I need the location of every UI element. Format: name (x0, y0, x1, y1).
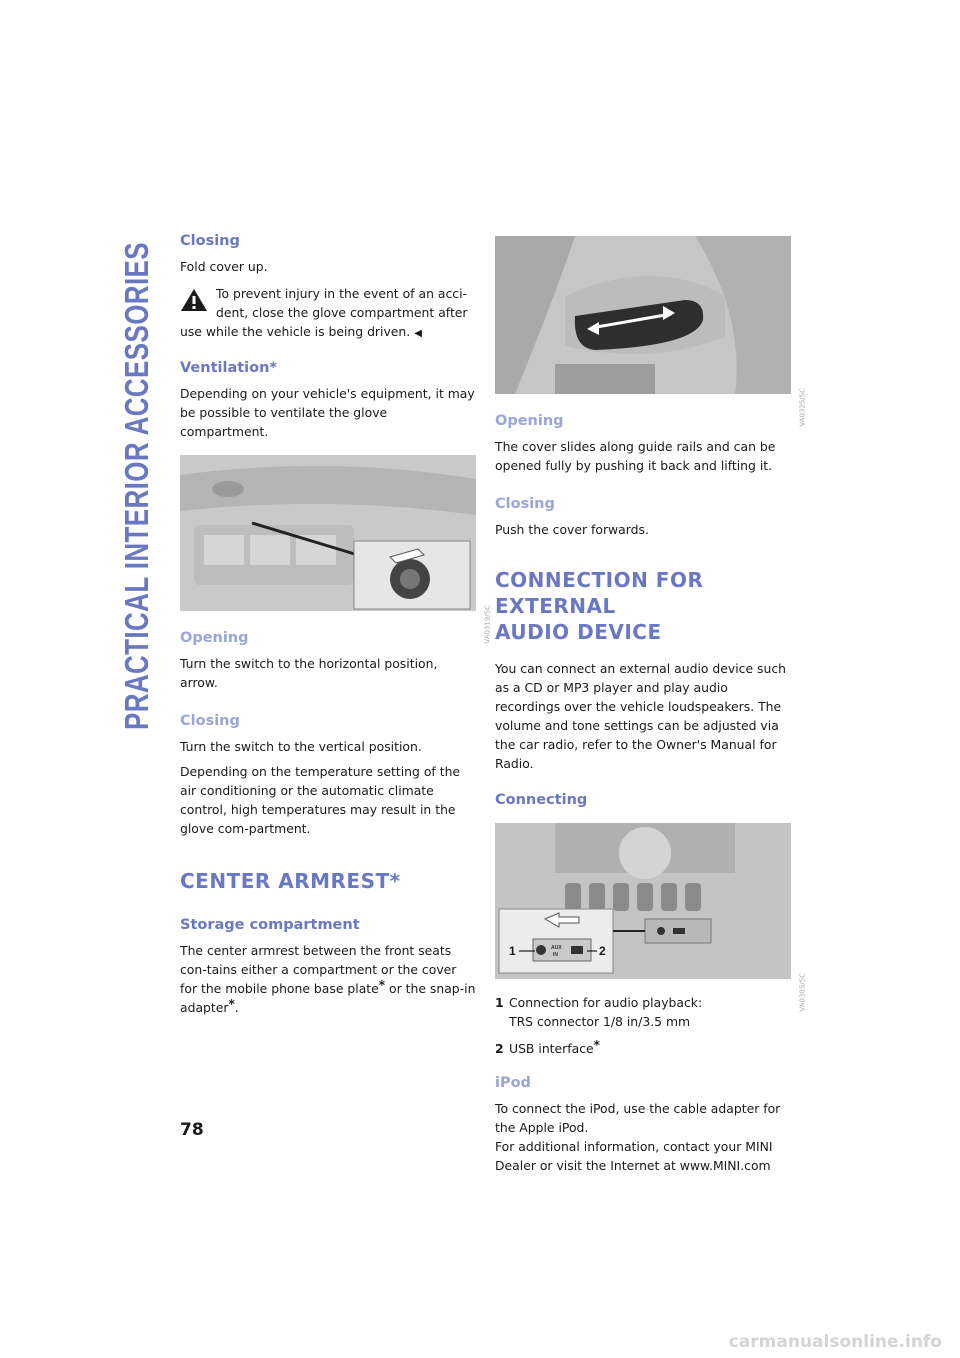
option-star: * (378, 978, 386, 992)
ventilation-text: Depending on your vehicle's equipment, it may be possible to ventilate the glove compartment. (180, 386, 475, 439)
closing-heading: Closing (180, 233, 240, 249)
end-mark-icon: ◀ (414, 328, 422, 339)
page-number: 78 (180, 1120, 204, 1140)
callout-1: 1 (509, 944, 516, 958)
ipod-heading: iPod (495, 1075, 531, 1091)
warning-line-2: dent, close the glove compartment after (216, 305, 468, 320)
connection-heading (495, 567, 791, 645)
warning-line-1: To prevent injury in the event of an acci- (216, 286, 467, 301)
svg-text:IN: IN (553, 952, 558, 958)
opening-text-right: The cover slides along guide rails and can be opened fully by pushing it back and lifting it. (495, 439, 776, 473)
option-star: * (228, 997, 235, 1011)
opening-heading-right: Opening (495, 413, 564, 429)
opening-heading: Opening (180, 630, 249, 646)
storage-text-b: or the snap-in adapter (180, 981, 476, 1015)
list-number: 2 (495, 1041, 504, 1056)
closing-heading-2: Closing (180, 713, 240, 729)
list-item (495, 993, 791, 1031)
storage-text (180, 941, 476, 1017)
watermark: carmanualsonline.info (728, 1332, 942, 1352)
storage-heading: Storage compartment (180, 917, 360, 933)
connection-text: You can connect an external audio device such as a CD or MP3 player and play audio recordings over the vehicle loudspeakers. The volume and tone settings can be adjusted via the car radio, refer to the Owner's Manual for Radio. (495, 661, 787, 771)
closing-text-2a: Turn the switch to the vertical position. (180, 739, 422, 754)
callout-2: 2 (599, 944, 606, 958)
side-title-text: Practical interior accessories (118, 109, 155, 730)
image-code: VA0305/SC (799, 973, 807, 1012)
option-star: * (593, 1038, 600, 1052)
svg-text:AUX: AUX (551, 945, 562, 951)
connecting-heading: Connecting (495, 792, 588, 808)
list-text: TRS connector 1/8 in/3.5 mm (509, 1014, 691, 1029)
ipod-line-1: To connect the iPod, use the cable adapter for (495, 1101, 781, 1116)
side-section-title (112, 109, 162, 736)
list-text: USB interface (509, 1041, 594, 1056)
closing-text-right: Push the cover forwards. (495, 522, 649, 537)
warning-line-3: use while the vehicle is being driven. (180, 324, 411, 339)
connection-heading-line-1: CONNECTION FOR EXTERNAL (495, 568, 704, 618)
warning-note (180, 284, 476, 343)
list-text: Connection for audio playback: (509, 995, 703, 1010)
opening-text: Turn the switch to the horizontal position, arrow. (180, 656, 438, 690)
closing-text: Fold cover up. (180, 259, 268, 274)
storage-text-a: The center armrest between the front seats con-tains either a compartment or the cover for the mobile phone base plate (180, 943, 457, 996)
list-number: 1 (495, 995, 504, 1010)
image-code: VA0319/SC (484, 605, 492, 644)
ipod-line-4: Dealer or visit the Internet at www.MINI.com (495, 1158, 771, 1173)
list-item (495, 1039, 791, 1058)
ventilation-heading: Ventilation* (180, 360, 278, 376)
closing-heading-right: Closing (495, 496, 555, 512)
ipod-line-2: the Apple iPod. (495, 1120, 589, 1135)
right-column (495, 236, 807, 1183)
storage-text-c: . (234, 1000, 239, 1015)
closing-text-2b: Depending on the temperature setting of the air conditioning or the automatic climate control, high temperatures may result in the glove com-partment. (180, 764, 461, 836)
left-column (180, 232, 492, 1025)
ipod-text (495, 1099, 791, 1175)
warning-triangle-icon (180, 288, 208, 312)
center-armrest-heading: CENTER ARMREST* (180, 869, 401, 893)
image-code: VA0325/SC (799, 388, 807, 427)
connection-heading-line-2: AUDIO DEVICE (495, 620, 662, 644)
ipod-line-3: For additional information, contact your MINI (495, 1139, 773, 1154)
